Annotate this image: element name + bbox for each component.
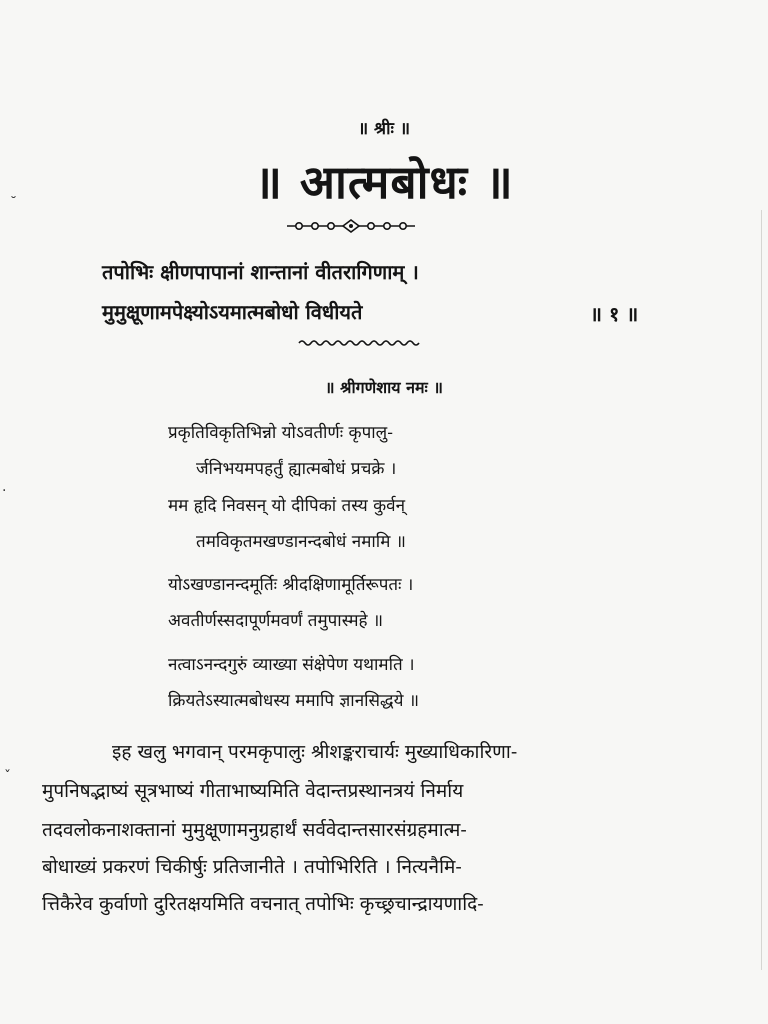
paragraph-line: मुपनिषद्भाष्यं सूत्रभाष्यं गीताभाष्यमिति वेदान्तप्रस्थानत्रयं निर्माय [42,780,464,802]
scan-speck: ˘ [10,195,17,211]
stanza-line: प्रकृतिविकृतिभिन्नो योऽवतीर्णः कृपालु- [168,423,393,443]
paragraph-line: तदवलोकनाशक्तानां मुमुक्षूणामनुग्रहार्थं सर्ववेदान्तसारसंग्रहमात्म- [42,819,467,841]
stanza-line: नत्वाऽनन्दगुरुं व्याख्या संक्षेपेण यथामति । [168,655,415,675]
invocation: ॥ श्रीः ॥ [357,119,411,139]
ornament-divider [285,218,417,234]
scan-speck: · [2,483,7,499]
paragraph-line: इह खलु भगवान् परमकृपालुः श्रीशङ्कराचार्यः मुख्याधिकारिणा- [112,741,518,763]
verse-line: तपोभिः क्षीणपापानां शान्तानां वीतरागिणाम् । [102,260,419,284]
paragraph-line: त्तिकैरेव कुर्वाणो दुरितक्षयमिति वचनात् तपोभिः कृच्छ्रचान्द्रायणादि- [42,893,484,915]
page-title: ॥ आत्मबोधः ॥ [254,155,514,209]
stanza-line: योऽखण्डानन्दमूर्तिः श्रीदक्षिणामूर्तिरूपतः । [168,575,414,595]
stanza-line: क्रियतेऽस्यात्मबोधस्य ममापि ज्ञानसिद्धये ॥ [168,691,420,711]
salutation: ॥ श्रीगणेशाय नमः ॥ [325,378,443,397]
verse-number: ॥ १ ॥ [590,302,639,326]
stanza-line: र्जनिभयमपहर्तुं ह्यात्मबोधं प्रचक्रे । [196,459,397,479]
wavy-divider [297,338,421,348]
scan-speck: ˇ [4,769,11,785]
stanza-line: अवतीर्णस्सदापूर्णमवर्णं तमुपास्महे ॥ [168,611,384,631]
paragraph-line: बोधाख्यं प्रकरणं चिकीर्षुः प्रतिजानीते । तपोभिरिति । नित्यनैमि- [42,856,462,878]
verse-line: मुमुक्षूणामपेक्ष्योऽयमात्मबोधो विधीयते [102,300,363,324]
stanza-line: मम हृदि निवसन् यो दीपिकां तस्य कुर्वन् [168,496,406,516]
stanza-line: तमविकृतमखण्डानन्दबोधं नमामि ॥ [196,532,406,552]
page-edge-shadow [761,210,762,970]
